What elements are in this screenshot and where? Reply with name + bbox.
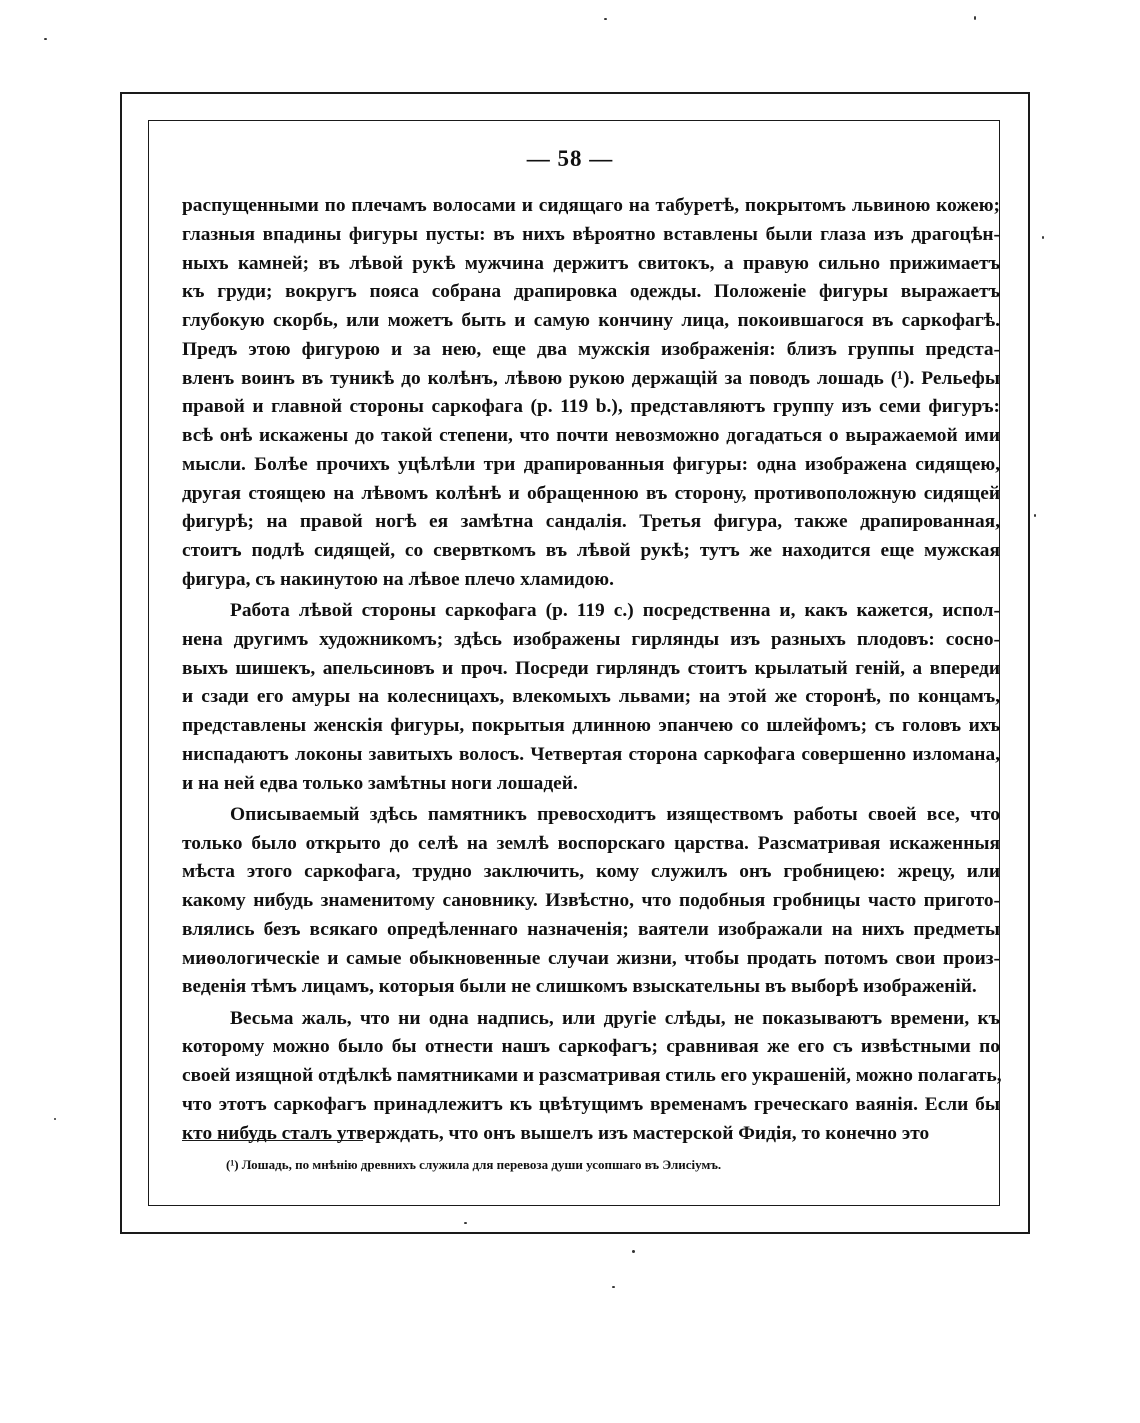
scan-speck bbox=[1042, 236, 1044, 239]
page-number: — 58 — bbox=[526, 146, 614, 171]
text-line: влялись безъ всякаго опредѣленнаго назначенія; ваятели изображали на нихъ предметы bbox=[182, 918, 1000, 940]
text-line: къ груди; вокругъ пояса собрана драпировка одежды. Положеніе фигуры выражаетъ bbox=[182, 281, 1000, 303]
scan-speck bbox=[54, 1118, 56, 1120]
text-line: веденія тѣмъ лицамъ, которыя были не слишкомъ взыскательны въ выборѣ изображеній. bbox=[182, 976, 977, 998]
text-line: глазныя впадины фигуры пусты: въ нихъ вѣроятно вставлены были глаза изъ драгоцѣн- bbox=[182, 223, 1000, 245]
text-line: Предъ этою фигурою и за нею, еще два мужскія изображенія: близъ группы предста- bbox=[182, 338, 1000, 360]
scan-speck bbox=[612, 1286, 615, 1288]
paragraph bbox=[182, 801, 1000, 1002]
text-line: кто нибудь сталъ утверждать, что онъ вышелъ изъ мастерской Фидія, то конечно это bbox=[182, 1122, 930, 1144]
text-line: глубокую скорбь, или можетъ быть и самую кончину лица, покоившагося въ саркофагѣ. bbox=[182, 310, 1000, 331]
text-line: стоитъ подлѣ сидящей, со свервткомъ въ лѣвой рукѣ; тутъ же находится еще мужская bbox=[182, 540, 1000, 561]
scan-speck bbox=[44, 38, 47, 40]
text-line: распущенными по плечамъ волосами и сидящаго на табуретѣ, покрытомъ львиною кожею; bbox=[182, 195, 1000, 216]
paragraph bbox=[182, 597, 1000, 798]
text-line: ниспадаютъ локоны завитыхъ волосъ. Четвертая сторона саркофага совершенно изломана, bbox=[182, 743, 1000, 765]
footnote: (¹) Лошадь, по мнѣнію древнихъ служила для перевоза души усопшаго въ Элисіумъ. bbox=[226, 1157, 722, 1172]
text-line: своей изящной отдѣлкѣ памятниками и разсматривая стиль его украшеній, можно полагать, bbox=[182, 1065, 1002, 1086]
text-line: только было открыто до селѣ на землѣ воспорскаго царства. Разсматривая искаженныя bbox=[182, 832, 1000, 854]
text-line: представлены женскія фигуры, покрытыя длинною эпанчею со шлейфомъ; съ головъ ихъ bbox=[182, 715, 1000, 736]
scan-speck bbox=[464, 1222, 467, 1224]
scan-speck bbox=[974, 16, 976, 20]
text-line: нена другимъ художникомъ; здѣсь изображены гирлянды изъ разныхъ плодовъ: сосно- bbox=[182, 628, 1000, 650]
text-line: вленъ воинъ въ туникѣ до колѣнъ, лѣвою рукою держащій за поводъ лошадь (¹). Рельефы bbox=[182, 367, 1000, 389]
footnote-rule bbox=[182, 1140, 363, 1141]
text-line: миѳологическіе и самые обыкновенные случаи жизни, чтобы продать потомъ свои произ- bbox=[182, 947, 1000, 969]
scan-speck bbox=[632, 1250, 635, 1253]
scan-speck bbox=[1034, 514, 1036, 517]
body-text bbox=[182, 192, 1000, 1148]
text-line: ныхъ камней; въ лѣвой рукѣ мужчина держитъ свитокъ, а правую сильно прижимаетъ bbox=[182, 252, 1000, 274]
text-line: и на ней едва только замѣтны ноги лошадей. bbox=[182, 772, 578, 794]
text-line: Работа лѣвой стороны саркофага (р. 119 c.) посредственна и, какъ кажется, испол- bbox=[230, 600, 1000, 621]
text-line: что этотъ саркофагъ принадлежитъ къ цвѣтущимъ временамъ греческаго ваянія. Если бы bbox=[182, 1093, 1000, 1115]
text-line: правой и главной стороны саркофага (р. 119 b.), представляютъ группу изъ семи фигуръ: bbox=[182, 396, 1000, 418]
text-line: и сзади его амуры на колесницахъ, влекомыхъ львами; на этой же сторонѣ, по концамъ, bbox=[182, 686, 1000, 708]
paragraph bbox=[182, 1005, 1000, 1149]
text-line: которому можно было бы отнести нашъ саркофагъ; сравнивая же его съ извѣстными по bbox=[182, 1036, 1000, 1058]
text-line: фигура, съ накинутою на лѣвое плечо хламидою. bbox=[182, 568, 614, 590]
paragraph bbox=[182, 192, 1000, 595]
text-line: выхъ шишекъ, апельсиновъ и проч. Посреди гирляндъ стоитъ крылатый геній, а впереди bbox=[182, 657, 1000, 679]
text-line: всѣ онѣ искажены до такой степени, что почти невозможно догадаться о выражаемой ими bbox=[182, 425, 1000, 446]
text-line: мысли. Болѣе прочихъ уцѣлѣли три драпированныя фигуры: одна изображена сидящею, bbox=[182, 453, 1000, 475]
text-line: Весьма жаль, что ни одна надпись, или другіе слѣды, не показываютъ времени, къ bbox=[230, 1007, 1000, 1029]
text-line: Описываемый здѣсь памятникъ превосходитъ изяществомъ работы своей все, что bbox=[230, 803, 1000, 825]
text-line: другая стоящею на лѣвомъ колѣнѣ и обращенною въ сторону, противоположную сидящей bbox=[182, 482, 1000, 504]
text-line: фигурѣ; на правой ногѣ ея замѣтна сандалія. Третья фигура, также драпированная, bbox=[182, 511, 1000, 533]
text-line: мѣста этого саркофага, трудно заключить, кому служилъ онъ гробницею: жрецу, или bbox=[182, 861, 1000, 883]
scan-speck bbox=[604, 18, 607, 20]
text-line: какому нибудь знаменитому сановнику. Извѣстно, что подобныя гробницы часто пригото- bbox=[182, 890, 1000, 911]
